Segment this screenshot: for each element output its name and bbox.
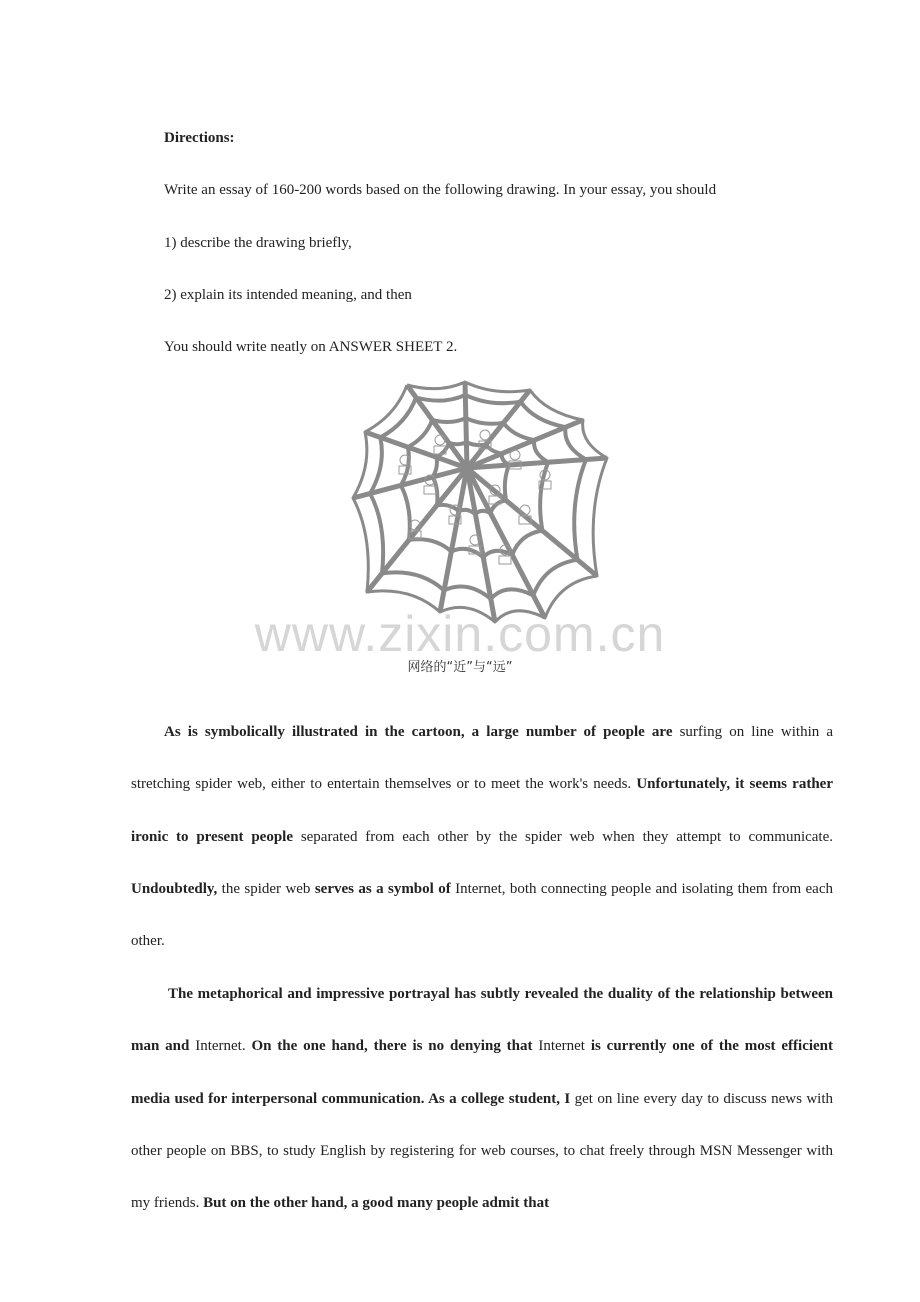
directions-line-3: 2) explain its intended meaning, and then xyxy=(164,287,412,303)
essay-text-run: the spider web xyxy=(217,880,315,897)
essay-text-run: But on the other hand, a good many people admit that xyxy=(203,1195,550,1212)
essay-text-run: Internet. xyxy=(189,1038,252,1055)
essay-text-run: separated from each other by the spider web when they attempt to communicate. xyxy=(293,828,833,845)
essay-text-run: surfing on line within a stretching spider web, either to entertain themselves or to meet the work's needs. xyxy=(131,724,834,793)
essay-text-run: Undoubtedly, xyxy=(131,880,218,897)
directions-line-2: 1) describe the drawing briefly, xyxy=(164,235,352,251)
essay-text-run: is currently one of the most efficient media used for interpersonal communication. As a college student, I xyxy=(131,1038,834,1107)
person-sketch xyxy=(480,430,490,440)
essay-paragraph-2 xyxy=(131,968,833,1229)
essay-text-run: On the one hand, there is no denying that xyxy=(251,1038,533,1055)
directions-line-4: You should write neatly on ANSWER SHEET 2. xyxy=(164,339,458,355)
essay-text-run: serves as a symbol of xyxy=(314,880,451,897)
essay-text-run: get on line every day to discuss news with other people on BBS, to study English by registering for web courses, to chat freely through MSN Messenger with my friends. xyxy=(131,1090,833,1212)
computer-sketch xyxy=(499,556,511,564)
watermark: www.zixin.com.cn xyxy=(254,606,666,662)
web-ring xyxy=(353,382,607,622)
essay-paragraph-1 xyxy=(131,706,833,967)
essay-text-run: The metaphorical and impressive portrayal has subtly revealed the duality of the relationship between man and xyxy=(131,986,833,1055)
person-sketch xyxy=(510,450,520,460)
essay-text-run: Unfortunately, it seems rather ironic to present people xyxy=(131,776,833,845)
essay-text-run: Internet xyxy=(532,1038,591,1055)
person-sketch xyxy=(435,435,445,445)
essay-text-run: As is symbolically illustrated in the cartoon, a large number of people are xyxy=(164,724,673,740)
computer-sketch xyxy=(424,486,436,494)
directions-line-1: Write an essay of 160-200 words based on the following drawing. In your essay, you should xyxy=(164,182,717,198)
figure-caption: 网络的“近”与“远” xyxy=(407,660,513,675)
web-ring xyxy=(370,395,586,599)
directions-heading: Directions: xyxy=(164,130,235,146)
essay-text-run: Internet, both connecting people and isolating them from each other. xyxy=(131,880,833,950)
spider-web-cartoon-icon xyxy=(345,380,615,640)
